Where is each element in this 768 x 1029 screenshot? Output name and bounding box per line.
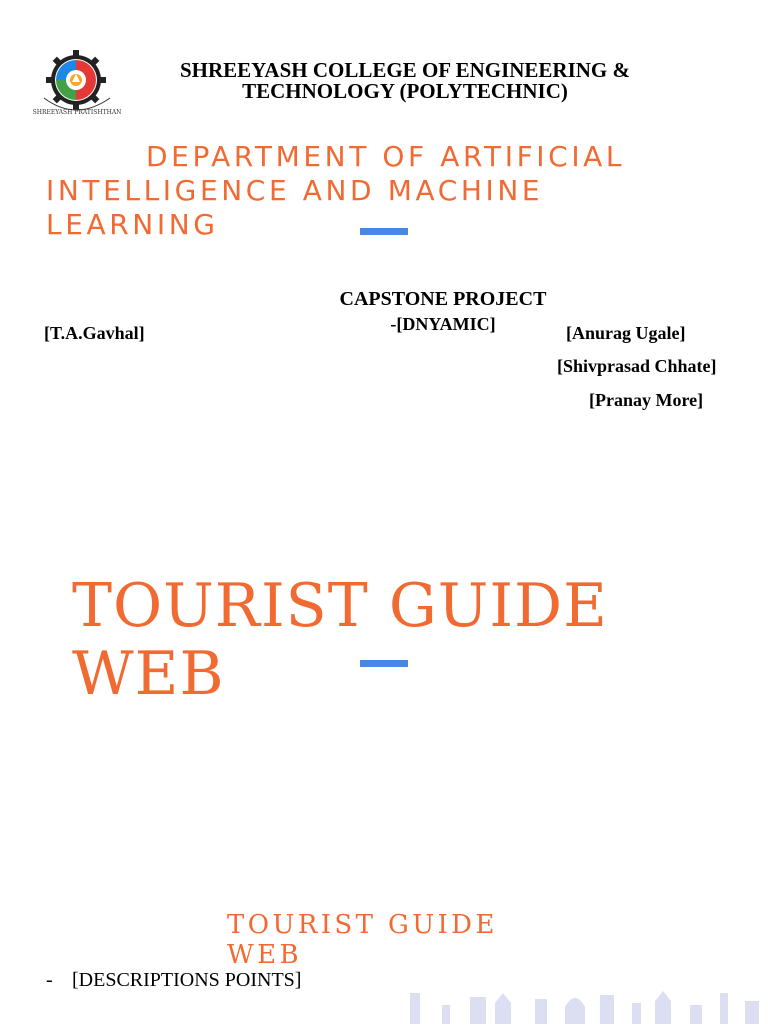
accent-divider (360, 228, 408, 235)
accent-divider (360, 660, 408, 667)
svg-text:SHREEYASH PRATISHTHAN: SHREEYASH PRATISHTHAN (32, 109, 122, 116)
description-text: [DESCRIPTIONS POINTS] (72, 969, 302, 991)
team-member: [Anurag Ugale] (566, 323, 686, 343)
guide-name: [T.A.Gavhal] (44, 323, 145, 343)
bullet-marker: - (46, 969, 53, 991)
description-list-item (46, 968, 301, 992)
project-title: CAPSTONE PROJECT (339, 288, 547, 310)
main-title: TOURIST GUIDE WEB (72, 571, 608, 709)
college-logo (32, 50, 122, 120)
team-member: [Shivprasad Chhate] (557, 356, 717, 376)
department-title: DEPARTMENT OF ARTIFICIAL INTELLIGENCE AND MACHINE LEARNING (46, 140, 626, 241)
team-member: [Pranay More] (589, 390, 704, 410)
section-title: TOURIST GUIDE WEB (227, 910, 498, 970)
project-subtitle: -[DNYAMIC] (390, 314, 496, 334)
college-name: SHREEYASH COLLEGE OF ENGINEERING & TECHNOLOGY (POLYTECHNIC) (179, 58, 631, 103)
college-emblem-icon (32, 50, 122, 120)
decorative-skyline (400, 985, 768, 1024)
